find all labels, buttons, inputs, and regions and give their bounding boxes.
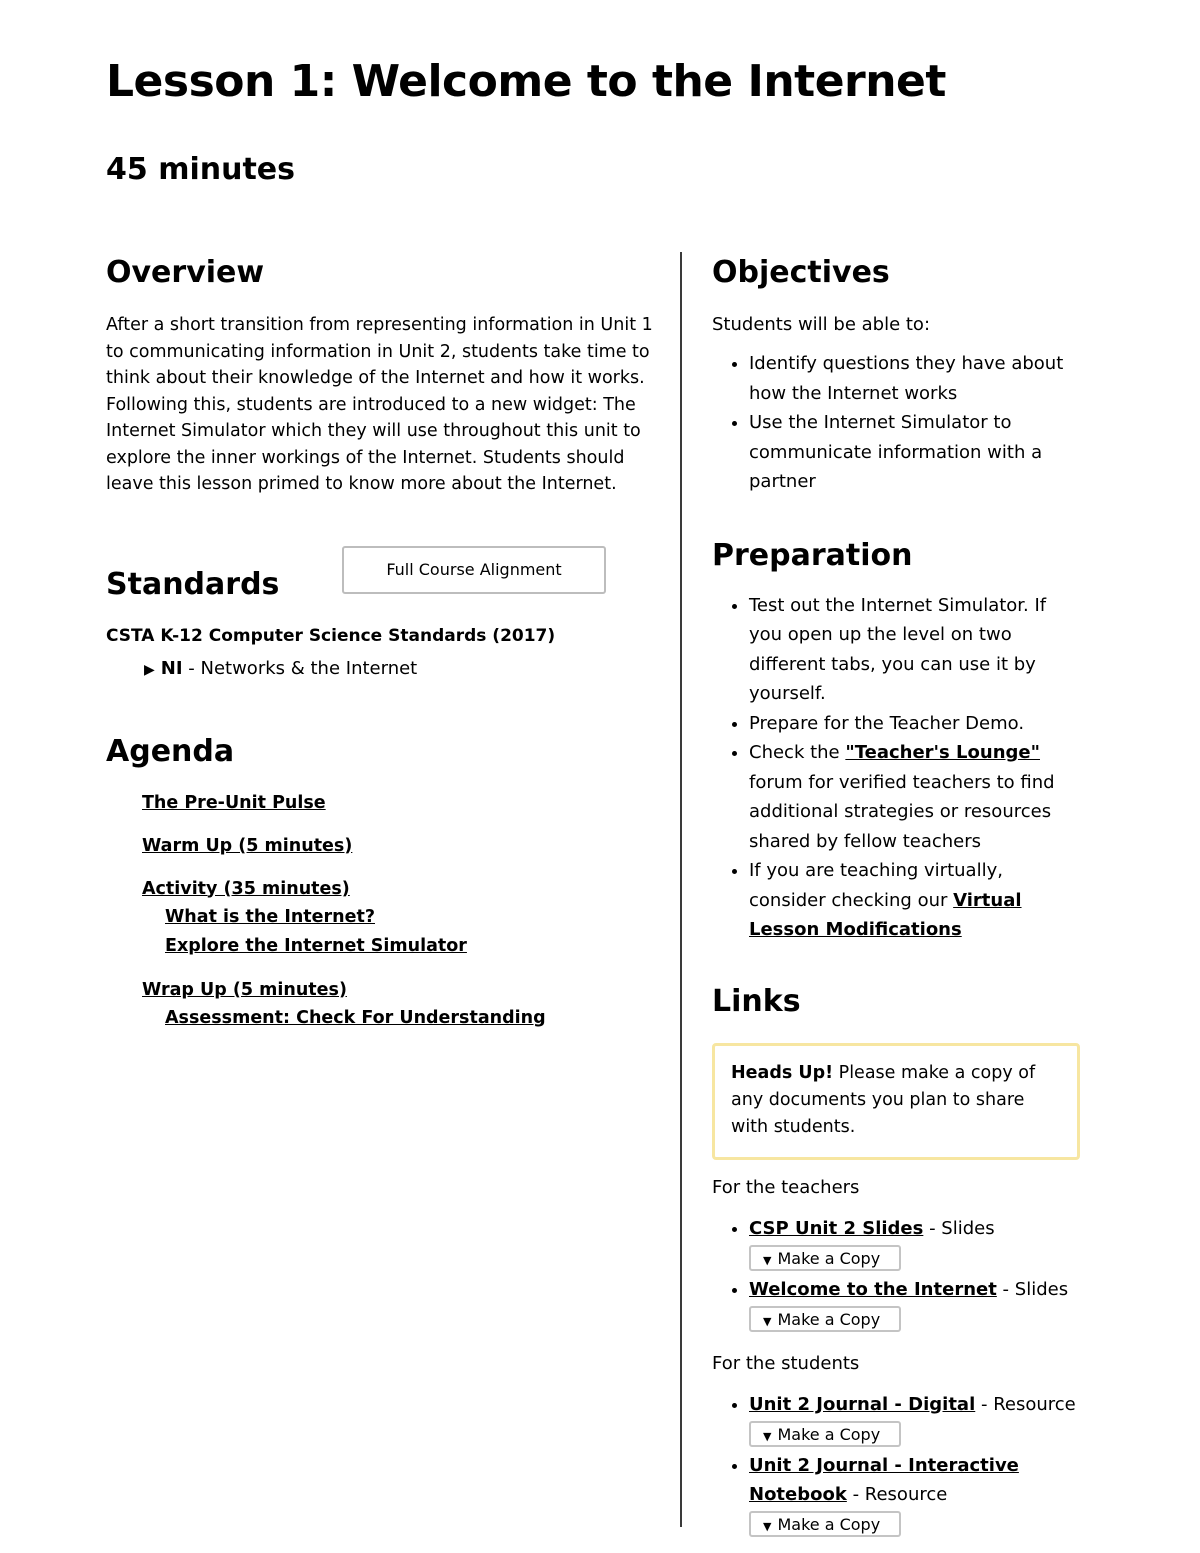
prep-text: Check the: [749, 742, 846, 763]
objectives-lead: Students will be able to:: [712, 314, 931, 335]
agenda-link-assessment[interactable]: Assessment: Check For Understanding: [165, 1007, 546, 1028]
objectives-heading: Objectives: [712, 255, 890, 290]
objective-item: • Identify questions they have about how the Internet works: [749, 349, 1082, 408]
student-links-list: [712, 1390, 1082, 1541]
overview-heading: Overview: [106, 255, 265, 290]
resource-type: - Slides: [996, 1278, 1069, 1300]
make-copy-button[interactable]: [749, 1511, 901, 1537]
agenda-heading: Agenda: [106, 733, 235, 769]
objective-item: • Use the Internet Simulator to communicate information with a partner: [749, 408, 1082, 497]
lesson-title: Lesson 1: Welcome to the Internet: [106, 56, 946, 107]
caret-down-icon: ▼: [763, 1519, 772, 1533]
make-copy-label: Make a Copy: [777, 1309, 881, 1329]
standard-code: NI: [160, 657, 183, 679]
lesson-duration: 45 minutes: [106, 152, 295, 187]
caret-down-icon: ▼: [763, 1253, 772, 1267]
resource-link-journal-notebook[interactable]: Unit 2 Journal - Interactive Notebook: [749, 1454, 1019, 1505]
make-copy-button[interactable]: [749, 1245, 901, 1271]
make-copy-label: Make a Copy: [777, 1424, 881, 1444]
resource-link-welcome-to-internet[interactable]: Welcome to the Internet: [749, 1278, 997, 1300]
heads-up-text: Please make a copy of any documents you plan to share with students.: [731, 1062, 1036, 1137]
heads-up-label: Heads Up!: [731, 1062, 834, 1083]
resource-item: [749, 1451, 1082, 1541]
resource-type: - Slides: [923, 1217, 995, 1239]
overview-text: After a short transition from representing information in Unit 1 to communicating information in Unit 2, students take time to think about their knowledge of the Internet and how it works. Following this, students are introduced to a new widget: The Internet Simulator which they will use throughout this unit to explore the inner workings of the Internet. Students should leave this lesson primed to know more about the Internet.: [106, 315, 653, 494]
right-column: [712, 256, 1082, 1541]
caret-down-icon: ▼: [763, 1429, 772, 1443]
prep-text: forum for verified teachers to find additional strategies or resources shared by fellow teachers: [749, 771, 1055, 852]
agenda-link-warm-up[interactable]: Warm Up (5 minutes): [142, 835, 353, 856]
left-column: [106, 256, 656, 1033]
agenda-link-what-is-internet[interactable]: What is the Internet?: [165, 906, 375, 927]
agenda-link-wrap-up[interactable]: Wrap Up (5 minutes): [142, 979, 347, 1000]
make-copy-label: Make a Copy: [777, 1248, 881, 1268]
preparation-list: [712, 591, 1082, 945]
make-copy-label: Make a Copy: [777, 1514, 881, 1534]
links-heading: Links: [712, 983, 801, 1019]
standards-header: [106, 546, 656, 602]
make-copy-button[interactable]: [749, 1421, 901, 1447]
caret-down-icon: ▼: [763, 1314, 772, 1328]
agenda-list: [142, 789, 656, 1033]
resource-type: - Resource: [846, 1483, 948, 1505]
preparation-item: [749, 738, 1082, 856]
resource-link-journal-digital[interactable]: Unit 2 Journal - Digital: [749, 1393, 976, 1415]
heads-up-callout: [712, 1043, 1080, 1160]
resource-item: [749, 1214, 1082, 1275]
agenda-link-explore-simulator[interactable]: Explore the Internet Simulator: [165, 935, 467, 956]
make-copy-button[interactable]: [749, 1306, 901, 1332]
objectives-list: [712, 349, 1082, 497]
expand-triangle-icon: ▶: [144, 661, 155, 678]
teacher-links-list: [712, 1214, 1082, 1336]
teachers-lounge-link[interactable]: "Teacher's Lounge": [845, 742, 1040, 763]
virtual-lesson-modifications-link[interactable]: Virtual Lesson Modifications: [749, 889, 1022, 940]
preparation-item: • Test out the Internet Simulator. If you open up the level on two different tabs, you can use it by yourself.: [749, 591, 1082, 709]
preparation-item: • Prepare for the Teacher Demo.: [749, 709, 1082, 739]
standards-heading: Standards: [106, 566, 280, 602]
prep-text: If you are teaching virtually, consider checking our: [749, 860, 1003, 911]
standards-framework: CSTA K-12 Computer Science Standards (2017): [106, 625, 556, 646]
students-links-label: For the students: [712, 1352, 860, 1374]
resource-item: [749, 1275, 1082, 1336]
resource-link-csp-unit2-slides[interactable]: CSP Unit 2 Slides: [749, 1217, 924, 1239]
resource-type: - Resource: [975, 1393, 1076, 1415]
teachers-links-label: For the teachers: [712, 1176, 860, 1198]
agenda-link-pre-unit-pulse[interactable]: The Pre-Unit Pulse: [142, 792, 326, 813]
standard-ni-toggle[interactable]: [144, 658, 656, 679]
standard-text: - Networks & the Internet: [182, 657, 418, 679]
resource-item: [749, 1390, 1082, 1451]
full-course-alignment-button[interactable]: Full Course Alignment: [342, 546, 606, 594]
column-divider: [680, 252, 682, 1527]
agenda-link-activity[interactable]: Activity (35 minutes): [142, 878, 350, 899]
preparation-heading: Preparation: [712, 537, 913, 573]
preparation-item: [749, 856, 1082, 945]
